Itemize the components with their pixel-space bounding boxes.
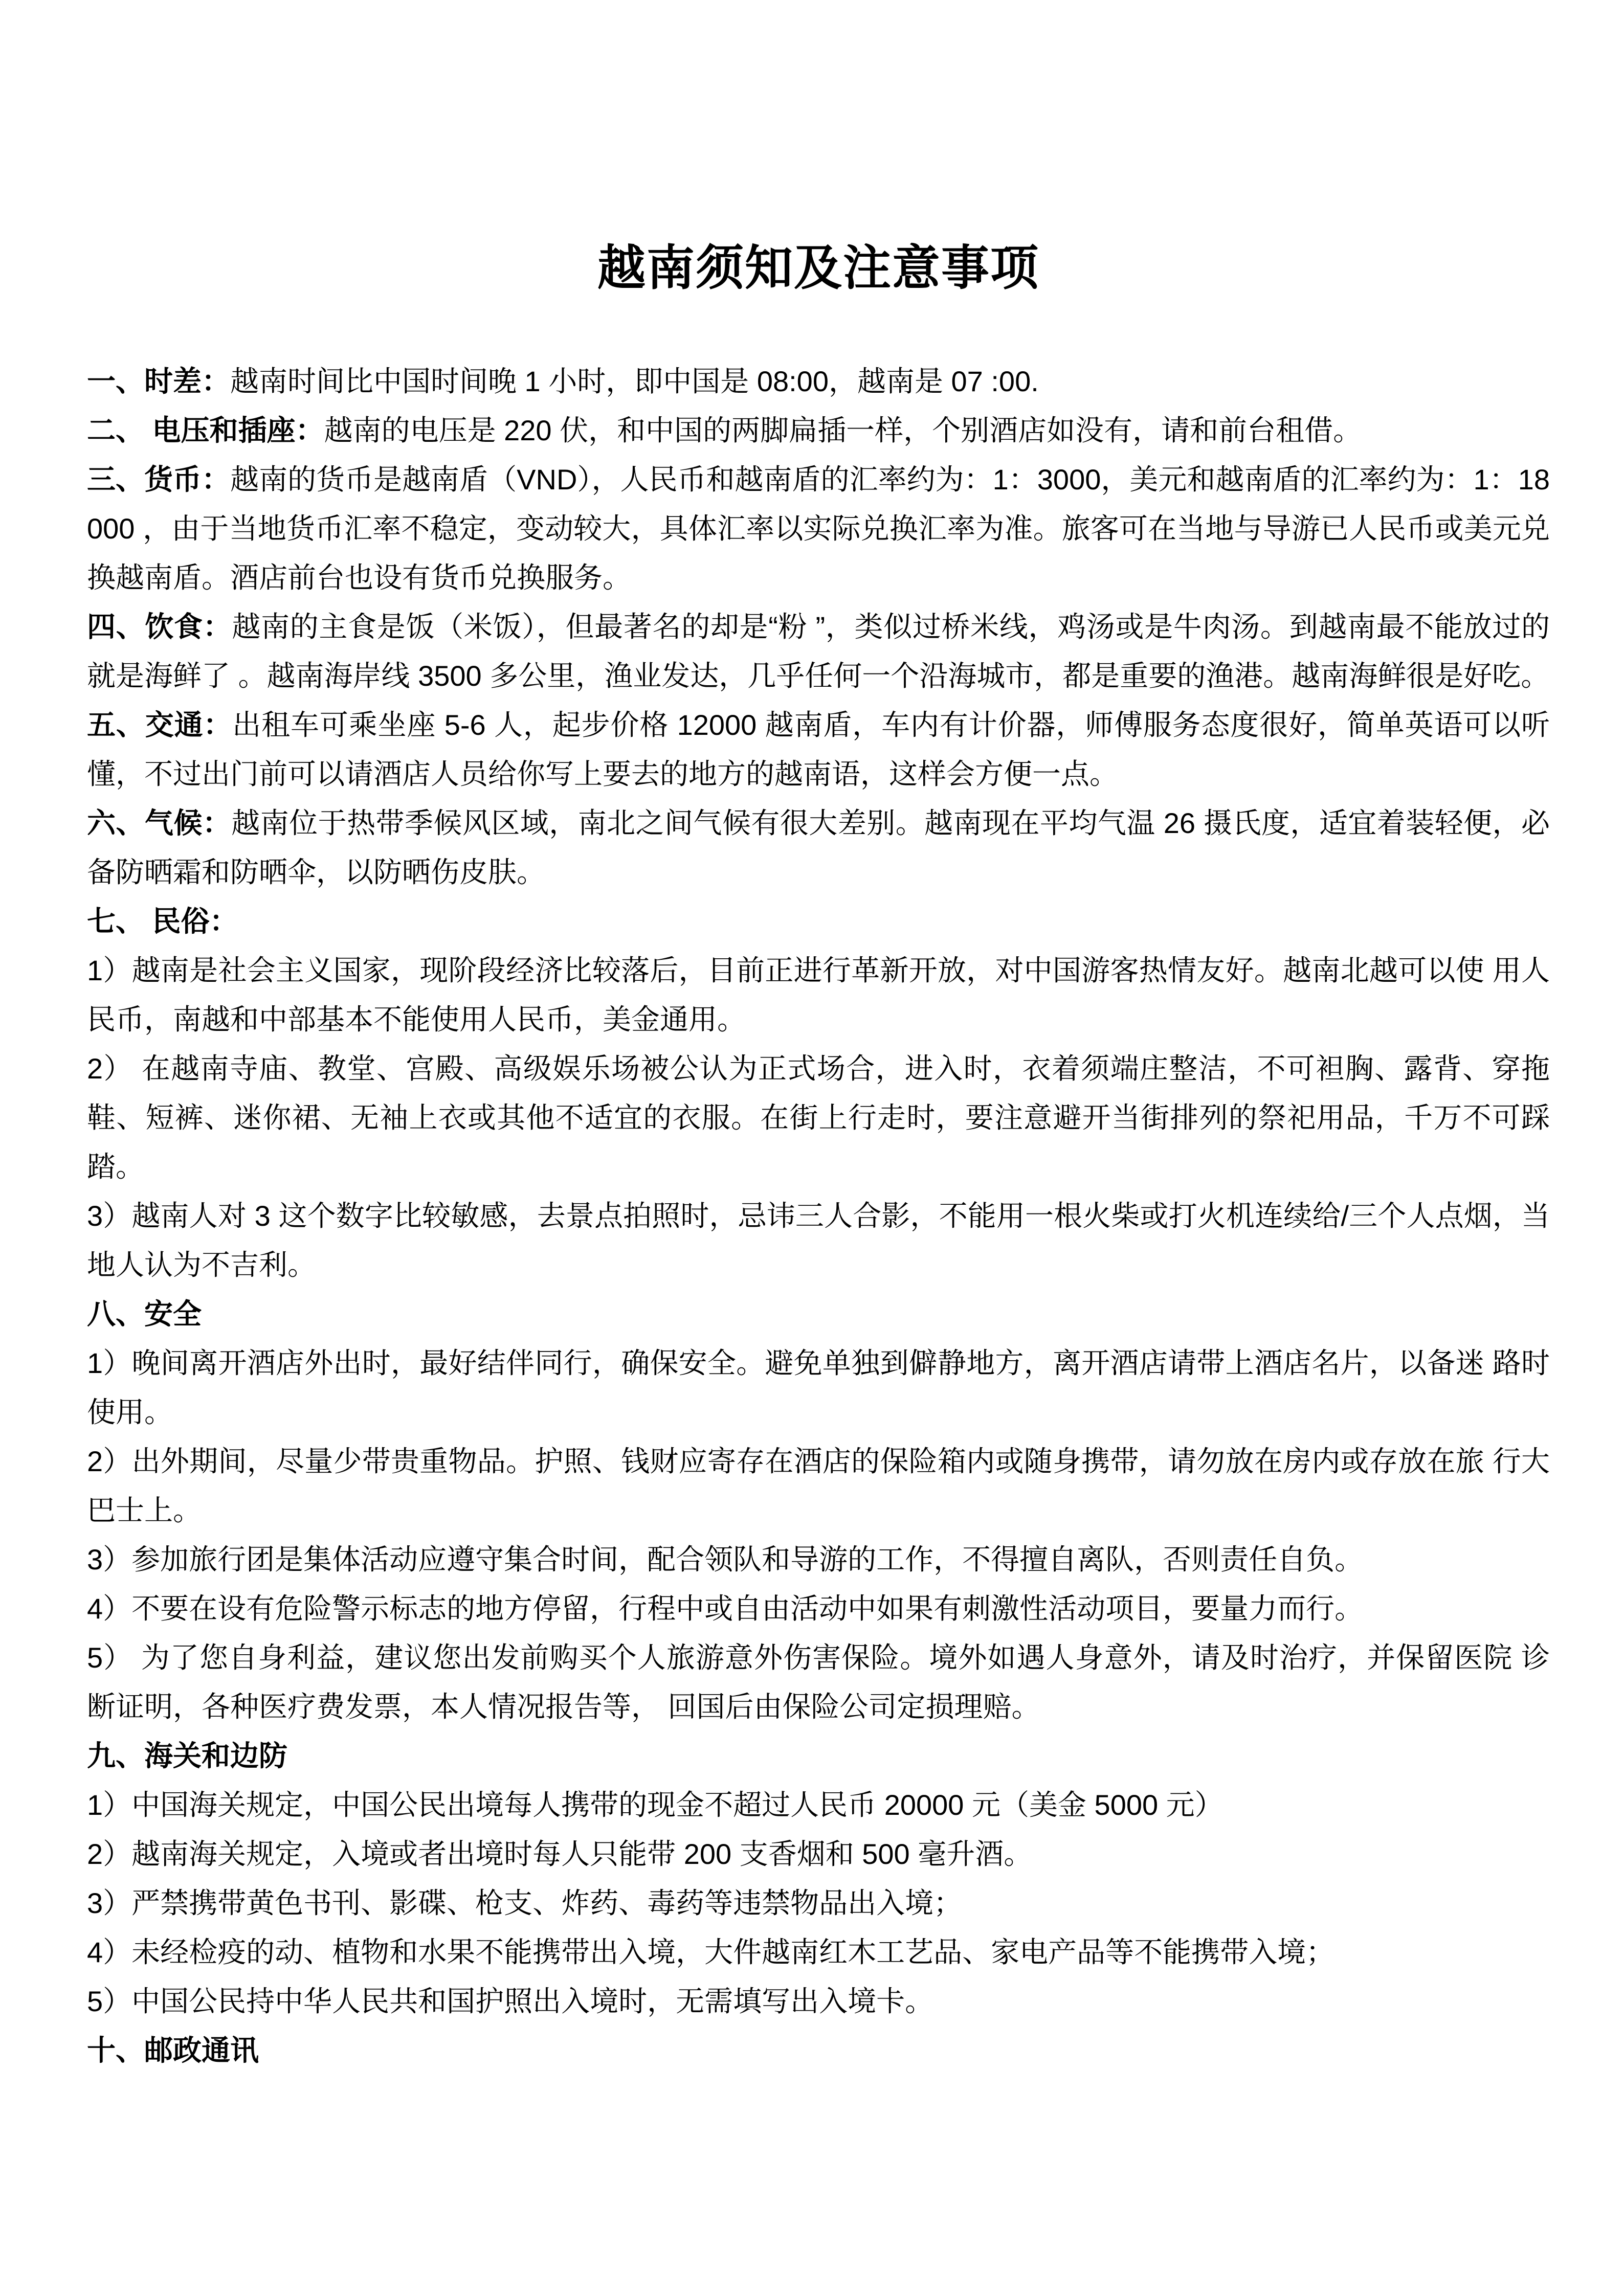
paragraph	[87, 1977, 1550, 2026]
paragraph-text: 4）未经检疫的动、植物和水果不能携带出入境，大件越南红木工艺品、家电产品等不能携带入境；	[87, 1936, 1335, 1969]
paragraph	[87, 1928, 1550, 1977]
paragraph-text: 3）越南人对 3 这个数字比较敏感，去景点拍照时，忌讳三人合影，不能用一根火柴或打火机连续给/三个人点烟，当地人认为不吉利。	[87, 1200, 1550, 1281]
paragraph	[87, 946, 1550, 1044]
paragraph-text: 1）中国海关规定，中国公民出境每人携带的现金不超过人民币 20000 元（美金 5000 元）	[87, 1789, 1223, 1821]
paragraph-text: 2） 在越南寺庙、教堂、宫殿、高级娱乐场被公认为正式场合，进入时，衣着须端庄整洁，不可袒胸、露背、穿拖鞋、短裤、迷你裙、无袖上衣或其他不适宜的衣服。在街上行走时，要注意避开当街排列的祭祀用品，千万不可踩踏。	[87, 1052, 1550, 1183]
paragraph	[87, 1339, 1550, 1437]
paragraph	[87, 1044, 1550, 1191]
section-heading	[87, 1290, 1550, 1339]
paragraph-lead: 一、时差：	[87, 365, 230, 398]
paragraph-text: 2）越南海关规定，入境或者出境时每人只能带 200 支香烟和 500 毫升酒。	[87, 1838, 1033, 1871]
paragraph-text: 1）晚间离开酒店外出时，最好结伴同行，确保安全。避免单独到僻静地方，离开酒店请带上酒店名片，以备迷 路时使用。	[87, 1347, 1550, 1429]
paragraph-lead: 七、 民俗：	[87, 905, 238, 938]
paragraph	[87, 406, 1550, 455]
paragraph	[87, 357, 1550, 406]
paragraph	[87, 799, 1550, 897]
paragraph	[87, 1830, 1550, 1879]
paragraph	[87, 1633, 1550, 1731]
paragraph	[87, 1535, 1550, 1584]
paragraph-text: 越南的电压是 220 伏，和中国的两脚扁插一样，个别酒店如没有，请和前台租借。	[324, 414, 1362, 447]
paragraph-lead: 五、交通：	[87, 709, 233, 741]
paragraph-text: 2）出外期间，尽量少带贵重物品。护照、钱财应寄存在酒店的保险箱内或随身携带，请勿放在房内或存放在旅 行大巴士上。	[87, 1445, 1550, 1527]
paragraph	[87, 1191, 1550, 1290]
section-heading	[87, 2026, 1550, 2075]
paragraph	[87, 602, 1550, 701]
paragraph-lead: 三、货币：	[87, 463, 231, 496]
paragraph	[87, 455, 1550, 602]
paragraph-text: 4）不要在设有危险警示标志的地方停留，行程中或自由活动中如果有刺激性活动项目，要量力而行。	[87, 1592, 1364, 1625]
paragraph-text: 3）严禁携带黄色书刊、影碟、枪支、炸药、毒药等违禁物品出入境；	[87, 1887, 963, 1920]
page-title: 越南须知及注意事项	[597, 241, 1039, 295]
paragraph	[87, 1781, 1550, 1830]
paragraph-lead: 四、饮食：	[87, 611, 232, 643]
paragraph-text: 3）参加旅行团是集体活动应遵守集合时间，配合领队和导游的工作，不得擅自离队，否则责任自负。	[87, 1543, 1364, 1576]
paragraph	[87, 1879, 1550, 1928]
paragraph-text: 越南位于热带季候风区域，南北之间气候有很大差别。越南现在平均气温 26 摄氏度，适宜着装轻便，必备防晒霜和防晒伞，以防晒伤皮肤。	[87, 807, 1550, 889]
paragraph-lead: 九、海关和边防	[87, 1740, 287, 1772]
paragraph-lead: 二、 电压和插座：	[87, 414, 324, 447]
paragraph-text: 1）越南是社会主义国家，现阶段经济比较落后，目前正进行革新开放，对中国游客热情友好。越南北越可以使 用人民币，南越和中部基本不能使用人民币，美金通用。	[87, 954, 1550, 1036]
paragraph-text: 越南的主食是饭（米饭），但最著名的却是“粉 ”，类似过桥米线，鸡汤或是牛肉汤。到越南最不能放过的就是海鲜了 。越南海岸线 3500 多公里，渔业发达，几乎任何一个沿海城市，都是重要的渔港。越南海鲜很是好吃。	[87, 611, 1550, 692]
paragraph	[87, 1584, 1550, 1633]
paragraph-text: 5）中国公民持中华人民共和国护照出入境时，无需填写出入境卡。	[87, 1985, 934, 2018]
paragraph-text: 出租车可乘坐座 5-6 人，起步价格 12000 越南盾，车内有计价器，师傅服务态度很好，简单英语可以听懂，不过出门前可以请酒店人员给你写上要去的地方的越南语，这样会方便一点。	[87, 709, 1550, 791]
paragraph	[87, 1437, 1550, 1535]
paragraph-text: 5） 为了您自身利益，建议您出发前购买个人旅游意外伤害保险。境外如遇人身意外，请及时治疗，并保留医院 诊断证明，各种医疗费发票，本人情况报告等， 回国后由保险公司定损理赔。	[87, 1641, 1550, 1723]
document-body	[87, 357, 1550, 2075]
paragraph-lead: 十、邮政通讯	[87, 2034, 259, 2067]
section-heading	[87, 897, 1550, 946]
section-heading	[87, 1731, 1550, 1781]
paragraph-text: 越南时间比中国时间晚 1 小时，即中国是 08:00，越南是 07 :00.	[230, 365, 1039, 398]
paragraph-text: 越南的货币是越南盾（VND），人民币和越南盾的汇率约为：1：3000，美元和越南盾的汇率约为：1：18000 ，由于当地货币汇率不稳定，变动较大，具体汇率以实际兑换汇率为准。旅客可在当地与导游已人民币或美元兑换越南盾。酒店前台也设有货币兑换服务。	[87, 463, 1550, 594]
paragraph	[87, 701, 1550, 799]
paragraph-lead: 八、安全	[87, 1298, 202, 1331]
paragraph-lead: 六、气候：	[87, 807, 232, 840]
